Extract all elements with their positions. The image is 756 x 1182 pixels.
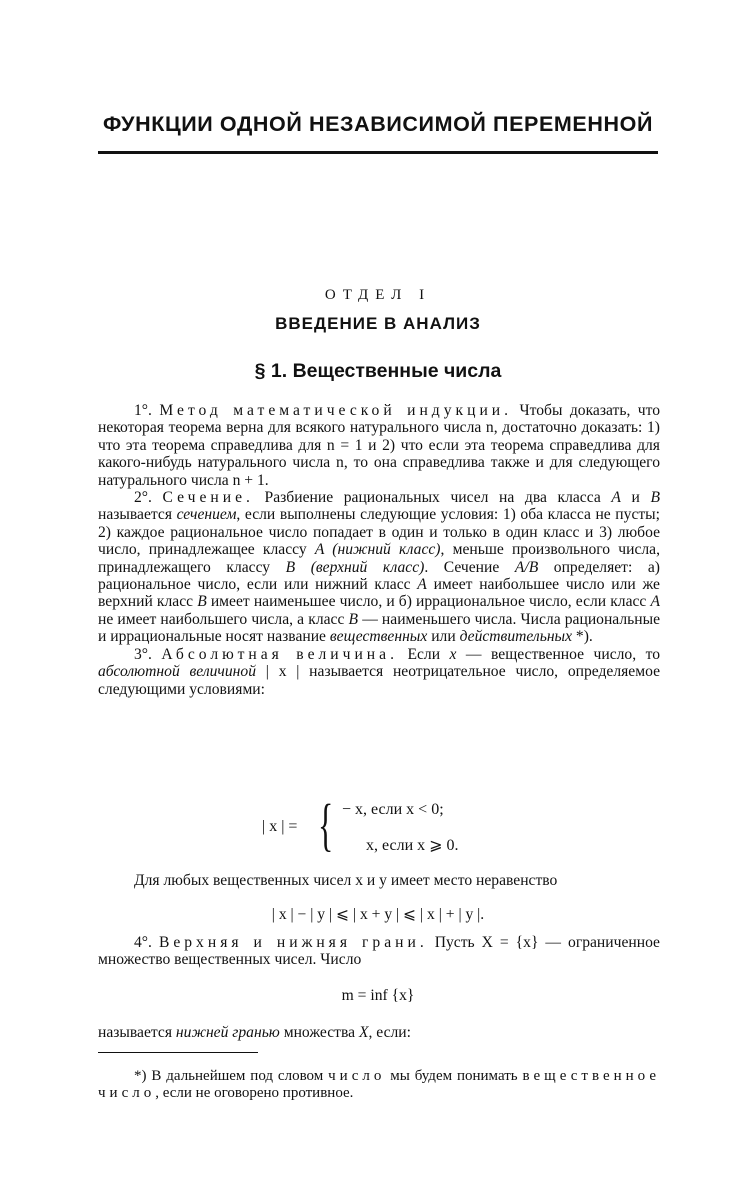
formula-case-negative: − x, если x < 0; [342,801,444,818]
paragraph-section-cut: 2°. Сечение. Разбиение рациональных чисел на два класса A и B называется сечением, если выполнены следующие условия: 1) оба класса не пусты; 2) каждое рациональное число попадает в один и только в один класс и 3) любое число, принадлежащее классу A (нижний класс), меньше произвольного числа, принадлежащего классу B (верхний класс). Сечение A/B определяет: а) рациональное число, если или нижний класс A имеет наибольшее число или же верхний класс B имеет наименьшее число, и б) иррациональное число, если класс A не имеет наибольшего числа, а класс B — наименьшего числа. Числа рациональные и иррациональные носят название вещественных или действительных *). [98,489,661,646]
paragraph-bounds: 4°. Верхняя и нижняя грани. Пусть X = {x} — ограниченное множество вещественных чисел. Число [98,934,660,969]
formula-case-nonnegative: x, если x ⩾ 0. [366,837,459,854]
term-absolute: Абсолютная величина. [161,645,398,663]
main-text-block [98,402,660,698]
part-title: ВВЕДЕНИЕ В АНАЛИЗ [275,314,481,333]
term-cut: Сечение. [162,489,254,507]
paragraph-absolute-value: 3°. Абсолютная величина. Если x — вещественное число, то абсолютной величиной | x | называется неотрицательное число, определяемое следующими условиями: [98,645,661,698]
triangle-inequality: | x | − | y | ⩽ | x + y | ⩽ | x | + | y |. [271,906,485,923]
part-label: ОТДЕЛ I [324,287,432,303]
footnote-rule [98,1052,258,1053]
footnote: *) В дальнейшем под словом число мы будем понимать вещественное число, если не оговорено противное. [98,1068,660,1102]
paragraph-induction: 1°. Метод математической индукции. Чтобы доказать, что некоторая теорема верна для всякого натурального числа n, достаточно доказать: 1) что эта теорема справедлива для n = 1 и 2) что если эта теорема справедлива для какого-нибудь натурального числа n, то она справедлива также и для следующего натурального числа n + 1. [98,402,661,489]
absolute-value-formula [262,792,522,858]
formula-brace: { [318,792,334,857]
infimum-definition-line: называется нижней гранью множества X, если: [98,1024,411,1041]
term-bounds: Верхняя и нижняя грани. [158,934,428,951]
chapter-title: ФУНКЦИИ ОДНОЙ НЕЗАВИСИМОЙ ПЕРЕМЕННОЙ [102,112,653,136]
section-title: § 1. Вещественные числа [254,360,502,382]
term-induction: Метод математической индукции. [159,402,513,419]
inequality-intro: Для любых вещественных чисел x и y имеет место неравенство [134,872,558,889]
formula-lhs: | x | = [262,818,298,835]
infimum-formula: m = inf {x} [341,987,415,1004]
chapter-rule [98,151,658,154]
